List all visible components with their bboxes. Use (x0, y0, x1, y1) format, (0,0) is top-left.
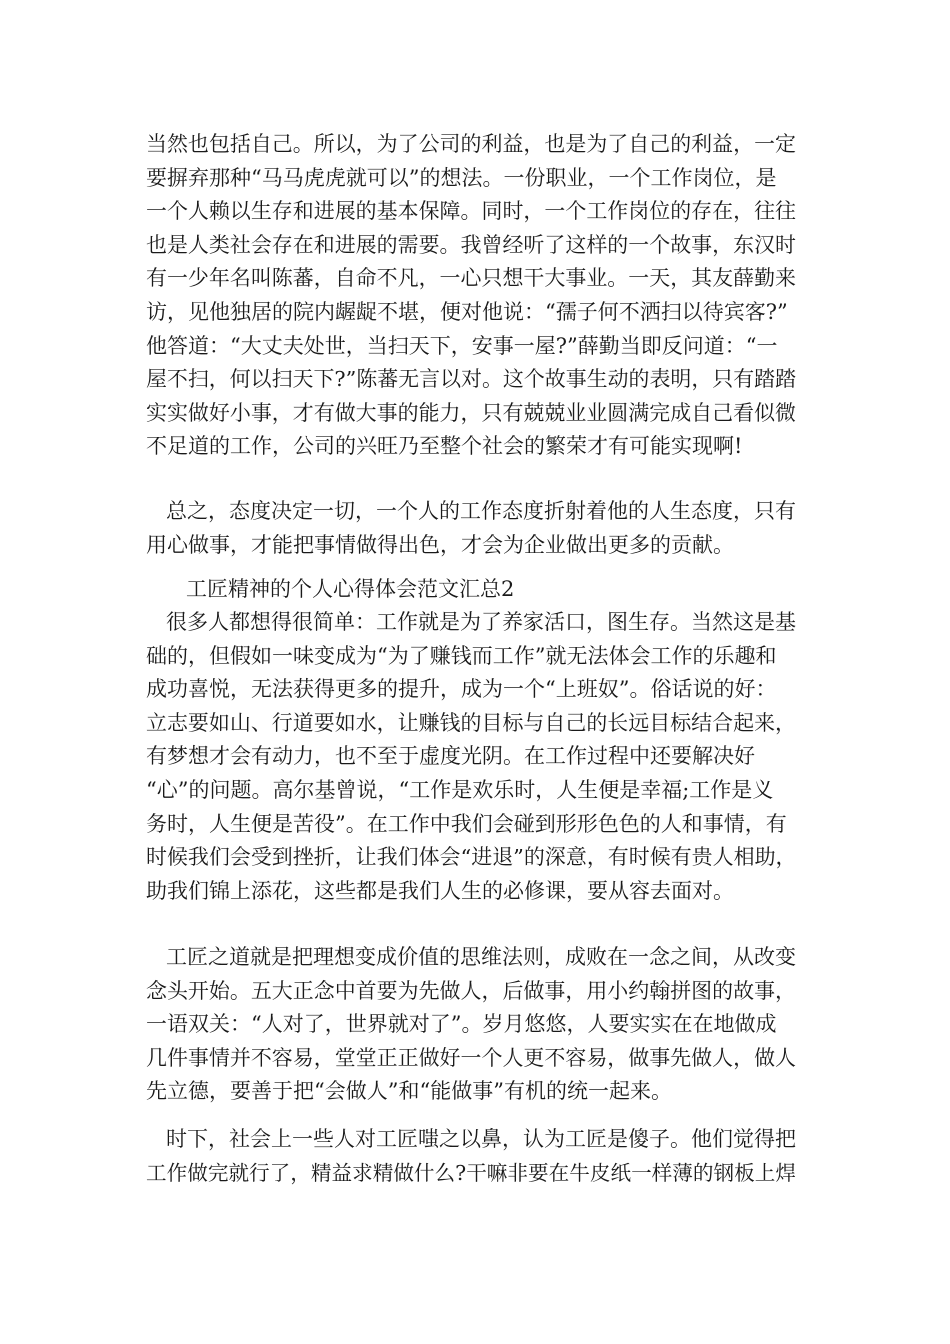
text-line: 他答道：“大丈夫处世，当扫天下，安事一屋?”薛勤当即反问道：“一 (146, 333, 778, 358)
paragraph-5 (146, 1123, 796, 1190)
text-line: 很多人都想得很简单：工作就是为了养家活口，图生存。当然这是基 (166, 610, 796, 634)
text-line: 一个人赖以生存和进展的基本保障。同时，一个工作岗位的存在，往往 (146, 199, 797, 224)
text-line: 几件事情并不容易，堂堂正正做好一个人更不容易，做事先做人，做人 (146, 1045, 797, 1070)
text-line: 工匠之道就是把理想变成价值的思维法则，成败在一念之间，从改变 (166, 945, 796, 969)
text-line: 础的，但假如一味变成为“为了赚钱而工作”就无法体会工作的乐趣和 (146, 643, 777, 668)
text-line: 访，见他独居的院内龌龊不堪，便对他说：“孺子何不洒扫以待宾客?” (146, 299, 788, 324)
paragraph-4 (146, 941, 796, 1109)
text-line: 时候我们会受到挫折，让我们体会“进退”的深意，有时候有贵人相助， (146, 845, 797, 870)
text-line: 有一少年名叫陈蕃，自命不凡，一心只想干大事业。一天，其友薛勤来 (146, 266, 797, 291)
text-line: 当然也包括自己。所以，为了公司的利益，也是为了自己的利益，一定 (146, 132, 797, 156)
paragraph-2 (146, 495, 796, 562)
text-line: 也是人类社会存在和进展的需要。我曾经听了这样的一个故事，东汉时 (146, 232, 797, 257)
text-line: 有梦想才会有动力，也不至于虚度光阴。在工作过程中还要解决好 (146, 744, 755, 769)
paragraph-3 (146, 606, 796, 908)
text-line: 不足道的工作，公司的兴旺乃至整个社会的繁荣才有可能实现啊! (146, 434, 743, 459)
section-heading: 工匠精神的个人心得体会范文汇总2 (186, 577, 515, 601)
text-line: 助我们锦上添花，这些都是我们人生的必修课，要从容去面对。 (146, 878, 734, 903)
text-line: 屋不扫，何以扫天下?”陈蕃无言以对。这个故事生动的表明，只有踏踏 (146, 367, 797, 392)
text-line: 要摒弃那种“马马虎虎就可以”的想法。一份职业，一个工作岗位，是 (146, 165, 777, 190)
text-line: 总之，态度决定一切，一个人的工作态度折射着他的人生态度，只有 (166, 499, 796, 523)
text-line: 念头开始。五大正念中首要为先做人，后做事，用小约翰拼图的故事， (146, 978, 797, 1003)
text-line: 工作做完就行了，精益求精做什么?干嘛非要在牛皮纸一样薄的钢板上焊 (146, 1160, 796, 1185)
paragraph-1 (146, 128, 796, 464)
text-line: 时下，社会上一些人对工匠嗤之以鼻，认为工匠是傻子。他们觉得把 (166, 1127, 796, 1151)
text-line: 立志要如山、行道要如水，让赚钱的目标与自己的长远目标结合起来， (146, 710, 797, 735)
text-line: 一语双关：“人对了，世界就对了”。岁月悠悠，人要实实在在地做成 (146, 1012, 777, 1037)
text-line: 成功喜悦，无法获得更多的提升，成为一个“上班奴”。俗话说的好： (146, 677, 777, 702)
text-line: “心”的问题。高尔基曾说，“工作是欢乐时，人生便是幸福;工作是义 (146, 777, 774, 802)
text-line: 实实做好小事，才有做大事的能力，只有兢兢业业圆满完成自己看似微 (146, 400, 797, 425)
text-line: 用心做事，才能把事情做得出色，才会为企业做出更多的贡献。 (146, 532, 734, 557)
text-line: 先立德，要善于把“会做人”和“能做事”有机的统一起来。 (146, 1079, 672, 1104)
text-line: 务时，人生便是苦役”。在工作中我们会碰到形形色色的人和事情，有 (146, 811, 787, 836)
